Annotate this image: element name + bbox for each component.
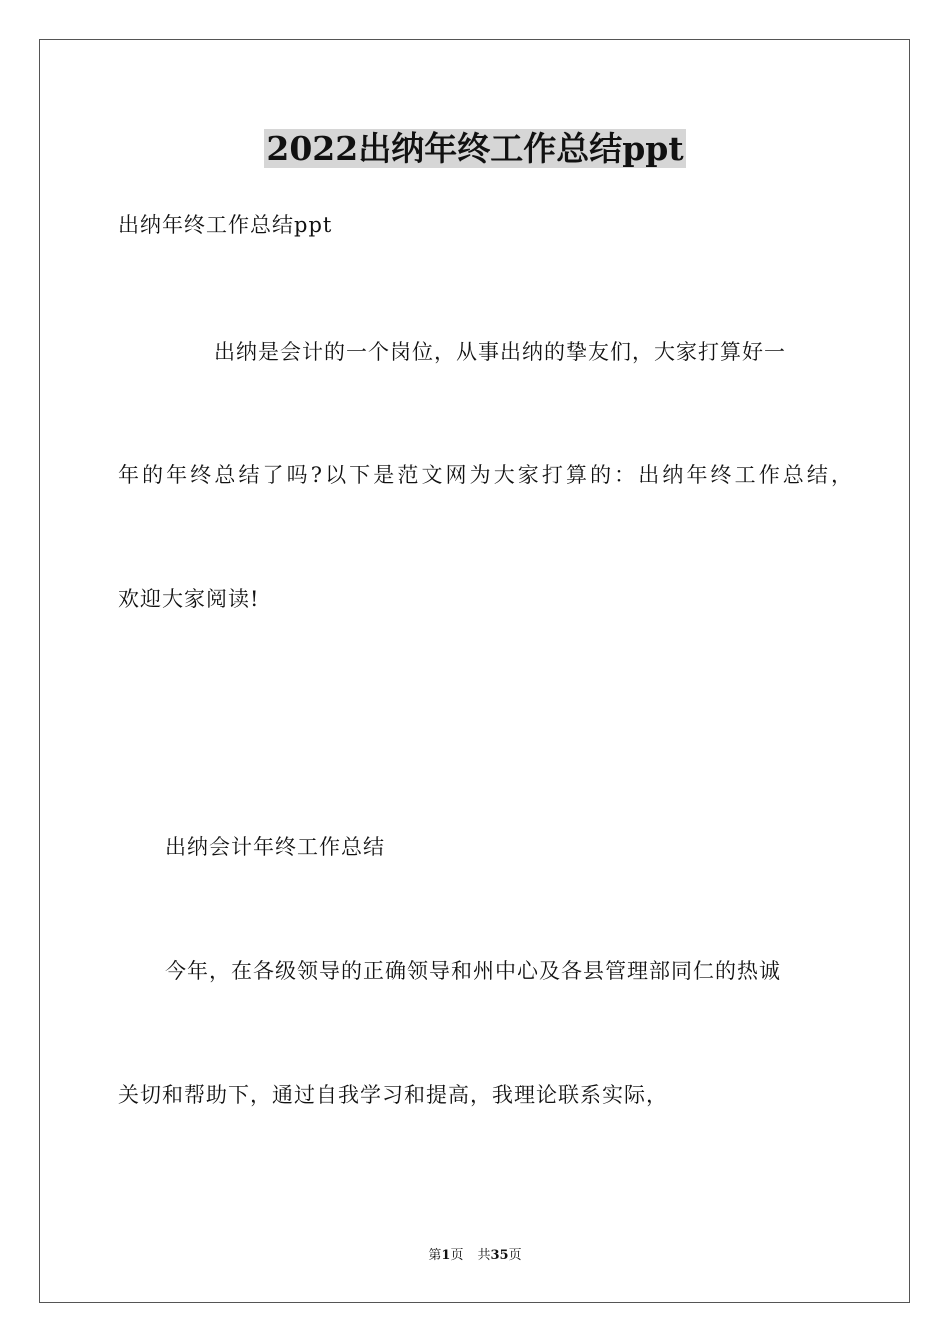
page-footer <box>0 1247 950 1265</box>
paragraph-line-1: 出纳是会计的一个岗位，从事出纳的挚友们，大家打算好一 <box>214 340 786 364</box>
total-label-suffix: 页 <box>508 1248 522 1263</box>
page-label-prefix: 第 <box>428 1248 442 1263</box>
paragraph-line-3: 欢迎大家阅读! <box>118 587 260 611</box>
document-title-text: 2022出纳年终工作总结ppt <box>266 129 684 168</box>
paragraph-line-4: 今年，在各级领导的正确领导和州中心及各县管理部同仁的热诚 <box>165 959 781 983</box>
section-heading: 出纳会计年终工作总结 <box>165 835 385 859</box>
paragraph-line-2: 年的年终总结了吗?以下是范文网为大家打算的：出纳年终工作总结， <box>118 463 852 487</box>
page-label-suffix: 页 <box>450 1248 464 1263</box>
document-subtitle: 出纳年终工作总结ppt <box>118 213 333 237</box>
document-title <box>0 127 950 171</box>
total-pages: 35 <box>490 1248 509 1263</box>
total-label-prefix: 共 <box>477 1248 491 1263</box>
paragraph-line-5: 关切和帮助下，通过自我学习和提高，我理论联系实际， <box>118 1083 668 1107</box>
page-number: 1 <box>441 1248 451 1263</box>
